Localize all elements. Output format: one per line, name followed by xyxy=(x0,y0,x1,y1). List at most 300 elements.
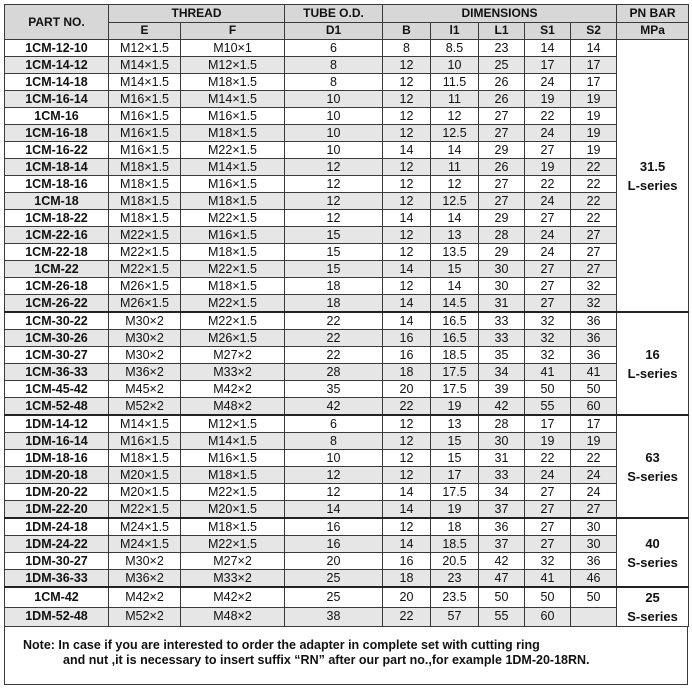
spec-cell: 13 xyxy=(431,415,479,433)
spec-cell: 15 xyxy=(431,261,479,278)
spec-cell: 12 xyxy=(383,518,431,536)
spec-cell: 27 xyxy=(525,142,571,159)
spec-cell: 55 xyxy=(525,398,571,416)
spec-cell: 16.5 xyxy=(431,330,479,347)
spec-cell: 30 xyxy=(479,261,525,278)
spec-cell: 35 xyxy=(479,347,525,364)
part-number-cell: 1CM-22-18 xyxy=(5,244,109,261)
spec-cell: M18×1.5 xyxy=(109,176,181,193)
spec-cell: 14 xyxy=(383,295,431,313)
header-thread: THREAD xyxy=(109,5,285,23)
spec-cell: 50 xyxy=(525,381,571,398)
spec-cell: 28 xyxy=(479,415,525,433)
spec-cell: 27 xyxy=(525,518,571,536)
spec-cell: 14 xyxy=(383,312,431,330)
spec-cell: M30×2 xyxy=(109,312,181,330)
spec-cell: 16 xyxy=(285,518,383,536)
spec-cell: 14 xyxy=(383,261,431,278)
spec-cell: M14×1.5 xyxy=(181,159,285,176)
part-number-cell: 1CM-30-22 xyxy=(5,312,109,330)
spec-cell: 10 xyxy=(431,57,479,74)
spec-cell: 27 xyxy=(479,108,525,125)
spec-table-container xyxy=(4,4,688,685)
part-number-cell: 1DM-20-18 xyxy=(5,467,109,484)
spec-cell: 27 xyxy=(525,261,571,278)
spec-cell: 12 xyxy=(383,57,431,74)
spec-cell: 38 xyxy=(285,607,383,626)
table-row xyxy=(5,381,689,398)
spec-cell: 12 xyxy=(383,415,431,433)
spec-cell: 13 xyxy=(431,227,479,244)
spec-cell: 33 xyxy=(479,312,525,330)
spec-cell: 17 xyxy=(571,57,617,74)
header-d1: D1 xyxy=(285,22,383,40)
spec-cell: 47 xyxy=(479,570,525,588)
spec-cell: 36 xyxy=(571,312,617,330)
part-number-cell: 1CM-16-22 xyxy=(5,142,109,159)
spec-cell: 50 xyxy=(479,587,525,607)
spec-cell: M22×1.5 xyxy=(181,312,285,330)
spec-cell: 23.5 xyxy=(431,587,479,607)
header-part-no: PART NO. xyxy=(5,5,109,40)
spec-cell: 30 xyxy=(571,536,617,553)
spec-cell: 27 xyxy=(571,261,617,278)
spec-cell: 18 xyxy=(383,364,431,381)
spec-cell: 10 xyxy=(285,450,383,467)
pressure-value: 16 xyxy=(645,346,660,362)
spec-cell: 27 xyxy=(525,484,571,501)
part-number-cell: 1CM-52-48 xyxy=(5,398,109,416)
spec-cell: M12×1.5 xyxy=(181,415,285,433)
pressure-series-cell xyxy=(617,587,689,627)
part-number-cell: 1DM-36-33 xyxy=(5,570,109,588)
spec-cell: 13.5 xyxy=(431,244,479,261)
spec-cell: 50 xyxy=(525,587,571,607)
spec-cell: 27 xyxy=(525,501,571,519)
spec-cell: M27×2 xyxy=(181,553,285,570)
spec-cell: 27 xyxy=(525,536,571,553)
table-row xyxy=(5,91,689,108)
spec-cell: 33 xyxy=(479,467,525,484)
spec-cell: 26 xyxy=(479,91,525,108)
spec-cell: M52×2 xyxy=(109,398,181,416)
spec-cell: 26 xyxy=(479,159,525,176)
spec-cell: M22×1.5 xyxy=(109,244,181,261)
spec-cell: 12 xyxy=(383,278,431,295)
spec-cell: 24 xyxy=(525,125,571,142)
part-number-cell: 1DM-52-48 xyxy=(5,607,109,626)
spec-cell: M18×1.5 xyxy=(181,125,285,142)
pressure-series-cell xyxy=(617,518,689,587)
spec-cell: M18×1.5 xyxy=(109,193,181,210)
spec-cell: 12 xyxy=(383,125,431,142)
part-number-cell: 1CM-30-26 xyxy=(5,330,109,347)
spec-cell: 60 xyxy=(525,607,571,626)
spec-cell: 14 xyxy=(383,536,431,553)
spec-cell: 10 xyxy=(285,108,383,125)
header-e: E xyxy=(109,22,181,40)
part-number-cell: 1DM-14-12 xyxy=(5,415,109,433)
spec-cell: 22 xyxy=(383,607,431,626)
part-number-cell: 1CM-30-27 xyxy=(5,347,109,364)
spec-cell: 42 xyxy=(479,398,525,416)
spec-cell: M16×1.5 xyxy=(181,450,285,467)
header-tube-od: TUBE O.D. xyxy=(285,5,383,23)
spec-cell: 10 xyxy=(285,142,383,159)
spec-cell: M20×1.5 xyxy=(181,501,285,519)
spec-cell: 22 xyxy=(285,347,383,364)
spec-cell: M33×2 xyxy=(181,364,285,381)
spec-cell: M14×1.5 xyxy=(109,74,181,91)
spec-cell: 12 xyxy=(383,108,431,125)
table-row xyxy=(5,347,689,364)
spec-cell: 18 xyxy=(285,295,383,313)
spec-cell: M16×1.5 xyxy=(109,142,181,159)
spec-cell: 17 xyxy=(525,415,571,433)
spec-cell: M14×1.5 xyxy=(109,415,181,433)
pressure-series-cell xyxy=(617,415,689,518)
pressure-value: 63 xyxy=(645,449,660,465)
spec-cell: 14 xyxy=(383,142,431,159)
spec-cell: M16×1.5 xyxy=(181,176,285,193)
spec-cell: 14 xyxy=(383,484,431,501)
spec-cell: M12×1.5 xyxy=(181,57,285,74)
header-mpa: MPa xyxy=(617,22,689,40)
part-number-cell: 1CM-12-10 xyxy=(5,40,109,57)
spec-cell: M22×1.5 xyxy=(181,536,285,553)
table-row xyxy=(5,536,689,553)
spec-cell: 24 xyxy=(571,484,617,501)
header-b: B xyxy=(383,22,431,40)
spec-cell: M42×2 xyxy=(181,381,285,398)
spec-cell: 32 xyxy=(525,330,571,347)
spec-cell: 10 xyxy=(285,91,383,108)
spec-cell: 8 xyxy=(285,74,383,91)
spec-cell: 10 xyxy=(285,125,383,142)
spec-cell: 27 xyxy=(571,501,617,519)
spec-cell: M18×1.5 xyxy=(109,450,181,467)
spec-cell: M30×2 xyxy=(109,330,181,347)
spec-cell: 12.5 xyxy=(431,193,479,210)
spec-cell: 25 xyxy=(479,57,525,74)
spec-cell: M22×1.5 xyxy=(181,484,285,501)
spec-cell: 12 xyxy=(431,108,479,125)
part-number-cell: 1CM-45-42 xyxy=(5,381,109,398)
spec-cell: 37 xyxy=(479,501,525,519)
spec-cell: M33×2 xyxy=(181,570,285,588)
part-number-cell: 1CM-26-22 xyxy=(5,295,109,313)
spec-cell: 24 xyxy=(571,467,617,484)
spec-cell: 27 xyxy=(479,176,525,193)
spec-cell: 27 xyxy=(571,227,617,244)
spec-cell: 31 xyxy=(479,450,525,467)
spec-cell: 22 xyxy=(571,176,617,193)
part-number-cell: 1CM-18-14 xyxy=(5,159,109,176)
spec-cell: M30×2 xyxy=(109,553,181,570)
spec-cell: M14×1.5 xyxy=(109,57,181,74)
spec-cell: 17.5 xyxy=(431,364,479,381)
spec-cell: 29 xyxy=(479,244,525,261)
spec-cell: 14 xyxy=(431,142,479,159)
part-number-cell: 1CM-16-18 xyxy=(5,125,109,142)
spec-cell: 30 xyxy=(479,433,525,450)
spec-cell: 22 xyxy=(525,450,571,467)
spec-cell: 18.5 xyxy=(431,536,479,553)
spec-cell: 19 xyxy=(431,501,479,519)
spec-cell: M36×2 xyxy=(109,570,181,588)
header-dimensions: DIMENSIONS xyxy=(383,5,617,23)
part-number-cell: 1CM-16 xyxy=(5,108,109,125)
spec-cell: 17.5 xyxy=(431,484,479,501)
table-row xyxy=(5,193,689,210)
spec-cell: M20×1.5 xyxy=(109,484,181,501)
table-row xyxy=(5,278,689,295)
table-row xyxy=(5,40,689,57)
series-label: S-series xyxy=(627,609,678,624)
part-number-cell: 1CM-14-18 xyxy=(5,74,109,91)
pressure-value: 31.5 xyxy=(639,158,666,174)
spec-cell: 19 xyxy=(571,433,617,450)
spec-cell: M30×2 xyxy=(109,347,181,364)
spec-cell: 50 xyxy=(571,381,617,398)
pressure-series-cell xyxy=(617,312,689,415)
spec-cell: 18 xyxy=(431,518,479,536)
spec-cell: 17 xyxy=(431,467,479,484)
table-row xyxy=(5,57,689,74)
spec-cell: 17 xyxy=(571,415,617,433)
table-body xyxy=(5,40,689,627)
table-row xyxy=(5,108,689,125)
spec-cell: 18 xyxy=(285,278,383,295)
table-row xyxy=(5,450,689,467)
spec-cell: 39 xyxy=(479,381,525,398)
part-number-cell: 1DM-24-22 xyxy=(5,536,109,553)
spec-cell: 19 xyxy=(571,142,617,159)
table-row xyxy=(5,364,689,381)
spec-cell: M52×2 xyxy=(109,607,181,626)
spec-cell: M22×1.5 xyxy=(109,227,181,244)
spec-cell: M45×2 xyxy=(109,381,181,398)
spec-cell: 27 xyxy=(571,244,617,261)
table-row xyxy=(5,142,689,159)
spec-cell: 12 xyxy=(383,433,431,450)
table-row xyxy=(5,587,689,607)
spec-cell: 12 xyxy=(383,467,431,484)
spec-cell: M42×2 xyxy=(109,587,181,607)
spec-cell: M16×1.5 xyxy=(109,91,181,108)
spec-cell: 19 xyxy=(571,91,617,108)
table-row xyxy=(5,607,689,626)
spec-cell: 36 xyxy=(479,518,525,536)
spec-cell: 14 xyxy=(383,210,431,227)
part-number-cell: 1CM-16-14 xyxy=(5,91,109,108)
spec-cell: 24 xyxy=(525,74,571,91)
spec-cell: M42×2 xyxy=(181,587,285,607)
spec-cell: 20 xyxy=(383,587,431,607)
spec-cell: 15 xyxy=(285,227,383,244)
spec-cell: M24×1.5 xyxy=(109,518,181,536)
header-pn-bar: PN BAR xyxy=(617,5,689,23)
spec-cell: 22 xyxy=(285,330,383,347)
table-row xyxy=(5,159,689,176)
spec-cell: 8 xyxy=(285,433,383,450)
spec-cell: 20.5 xyxy=(431,553,479,570)
spec-cell: 36 xyxy=(571,553,617,570)
spec-cell: 17 xyxy=(571,74,617,91)
spec-cell: 19 xyxy=(571,108,617,125)
spec-cell: 57 xyxy=(431,607,479,626)
spec-cell: 12 xyxy=(285,467,383,484)
header-l1: L1 xyxy=(479,22,525,40)
spec-cell: 14 xyxy=(571,40,617,57)
header-f: F xyxy=(181,22,285,40)
spec-cell: 12 xyxy=(285,193,383,210)
spec-cell: 23 xyxy=(479,40,525,57)
spec-cell: M16×1.5 xyxy=(109,125,181,142)
spec-cell: 60 xyxy=(571,398,617,416)
spec-cell: 27 xyxy=(479,193,525,210)
spec-cell: 32 xyxy=(571,278,617,295)
spec-cell: 12 xyxy=(383,244,431,261)
part-number-cell: 1CM-18 xyxy=(5,193,109,210)
spec-cell: M24×1.5 xyxy=(109,536,181,553)
spec-cell: 22 xyxy=(525,108,571,125)
series-label: L-series xyxy=(627,177,678,193)
spec-cell: 14.5 xyxy=(431,295,479,313)
spec-cell: 27 xyxy=(525,210,571,227)
table-row xyxy=(5,330,689,347)
table-row xyxy=(5,570,689,588)
spec-cell: M18×1.5 xyxy=(181,278,285,295)
spec-cell: 31 xyxy=(479,295,525,313)
table-row xyxy=(5,125,689,142)
spec-cell: 6 xyxy=(285,40,383,57)
spec-cell: 22 xyxy=(285,312,383,330)
spec-cell: 32 xyxy=(571,295,617,313)
table-row xyxy=(5,74,689,91)
series-label: S-series xyxy=(627,468,678,484)
note-line-1: Note: In case if you are interested to order the adapter in complete set with cutting ring xyxy=(23,638,540,652)
spec-cell: 23 xyxy=(431,570,479,588)
spec-cell: M16×1.5 xyxy=(181,227,285,244)
table-row xyxy=(5,176,689,193)
spec-cell: 16 xyxy=(383,330,431,347)
spec-cell: 50 xyxy=(571,587,617,607)
header-s1: S1 xyxy=(525,22,571,40)
table-row xyxy=(5,312,689,330)
spec-cell: 11.5 xyxy=(431,74,479,91)
spec-cell: 15 xyxy=(285,261,383,278)
spec-cell: 12 xyxy=(383,159,431,176)
spec-cell: 24 xyxy=(525,227,571,244)
spec-cell: 30 xyxy=(479,278,525,295)
part-number-cell: 1CM-26-18 xyxy=(5,278,109,295)
spec-cell: 28 xyxy=(285,364,383,381)
spec-cell: 12 xyxy=(383,91,431,108)
spec-cell: 30 xyxy=(571,518,617,536)
table-row xyxy=(5,553,689,570)
spec-cell: 27 xyxy=(525,278,571,295)
spec-cell: 8 xyxy=(285,57,383,74)
spec-cell: M36×2 xyxy=(109,364,181,381)
spec-cell: 22 xyxy=(571,450,617,467)
spec-cell: 41 xyxy=(571,364,617,381)
table-row xyxy=(5,467,689,484)
spec-cell: 26 xyxy=(479,74,525,91)
spec-cell: 22 xyxy=(571,159,617,176)
spec-cell: M22×1.5 xyxy=(181,142,285,159)
table-row xyxy=(5,518,689,536)
pressure-value: 25 xyxy=(645,590,660,605)
spec-cell: 11 xyxy=(431,159,479,176)
spec-cell: 17.5 xyxy=(431,381,479,398)
spec-cell: 14 xyxy=(431,210,479,227)
header-l1-small: l1 xyxy=(431,22,479,40)
spec-cell: 35 xyxy=(285,381,383,398)
spec-cell: M26×1.5 xyxy=(181,330,285,347)
part-number-cell: 1CM-42 xyxy=(5,587,109,607)
spec-cell: M18×1.5 xyxy=(109,210,181,227)
spec-cell: M22×1.5 xyxy=(181,261,285,278)
spec-cell: 14 xyxy=(525,40,571,57)
spec-cell: M16×1.5 xyxy=(109,108,181,125)
spec-cell: 27 xyxy=(479,125,525,142)
table-row xyxy=(5,227,689,244)
pressure-value: 40 xyxy=(645,535,660,551)
spec-cell: 12 xyxy=(383,450,431,467)
header-s2: S2 xyxy=(571,22,617,40)
spec-cell: 15 xyxy=(431,433,479,450)
series-label: L-series xyxy=(627,365,678,381)
spec-cell: 12 xyxy=(383,176,431,193)
note-line-2: and nut ,it is necessary to insert suffix “RN” after our part no.,for example 1DM-20-18RN. xyxy=(63,653,590,667)
spec-cell: 22 xyxy=(383,398,431,416)
part-number-cell: 1DM-16-14 xyxy=(5,433,109,450)
spec-cell: 11 xyxy=(431,91,479,108)
spec-cell: 22 xyxy=(571,210,617,227)
spec-cell: 12 xyxy=(383,74,431,91)
spec-cell: 17 xyxy=(525,57,571,74)
part-number-cell: 1CM-22-16 xyxy=(5,227,109,244)
spec-cell: 16 xyxy=(383,553,431,570)
part-number-cell: 1DM-20-22 xyxy=(5,484,109,501)
spec-cell: 55 xyxy=(479,607,525,626)
spec-cell: 18.5 xyxy=(431,347,479,364)
pressure-series-cell xyxy=(617,40,689,313)
spec-cell: 28 xyxy=(479,227,525,244)
spec-cell: 34 xyxy=(479,484,525,501)
part-number-cell: 1CM-14-12 xyxy=(5,57,109,74)
part-number-cell: 1CM-22 xyxy=(5,261,109,278)
part-number-cell: 1DM-18-16 xyxy=(5,450,109,467)
spec-cell: 37 xyxy=(479,536,525,553)
spec-cell: 12 xyxy=(285,210,383,227)
spec-cell: 14 xyxy=(285,501,383,519)
spec-cell: 41 xyxy=(525,570,571,588)
part-number-cell: 1CM-18-16 xyxy=(5,176,109,193)
spec-cell: M48×2 xyxy=(181,398,285,416)
spec-cell: 12 xyxy=(285,176,383,193)
spec-cell: 42 xyxy=(285,398,383,416)
spec-cell: 46 xyxy=(571,570,617,588)
spec-cell: 6 xyxy=(285,415,383,433)
spec-cell: 29 xyxy=(479,142,525,159)
spec-cell: 12 xyxy=(383,227,431,244)
spec-cell: M22×1.5 xyxy=(181,210,285,227)
spec-cell: 36 xyxy=(571,347,617,364)
spec-cell: 22 xyxy=(525,176,571,193)
series-label: S-series xyxy=(627,554,678,570)
